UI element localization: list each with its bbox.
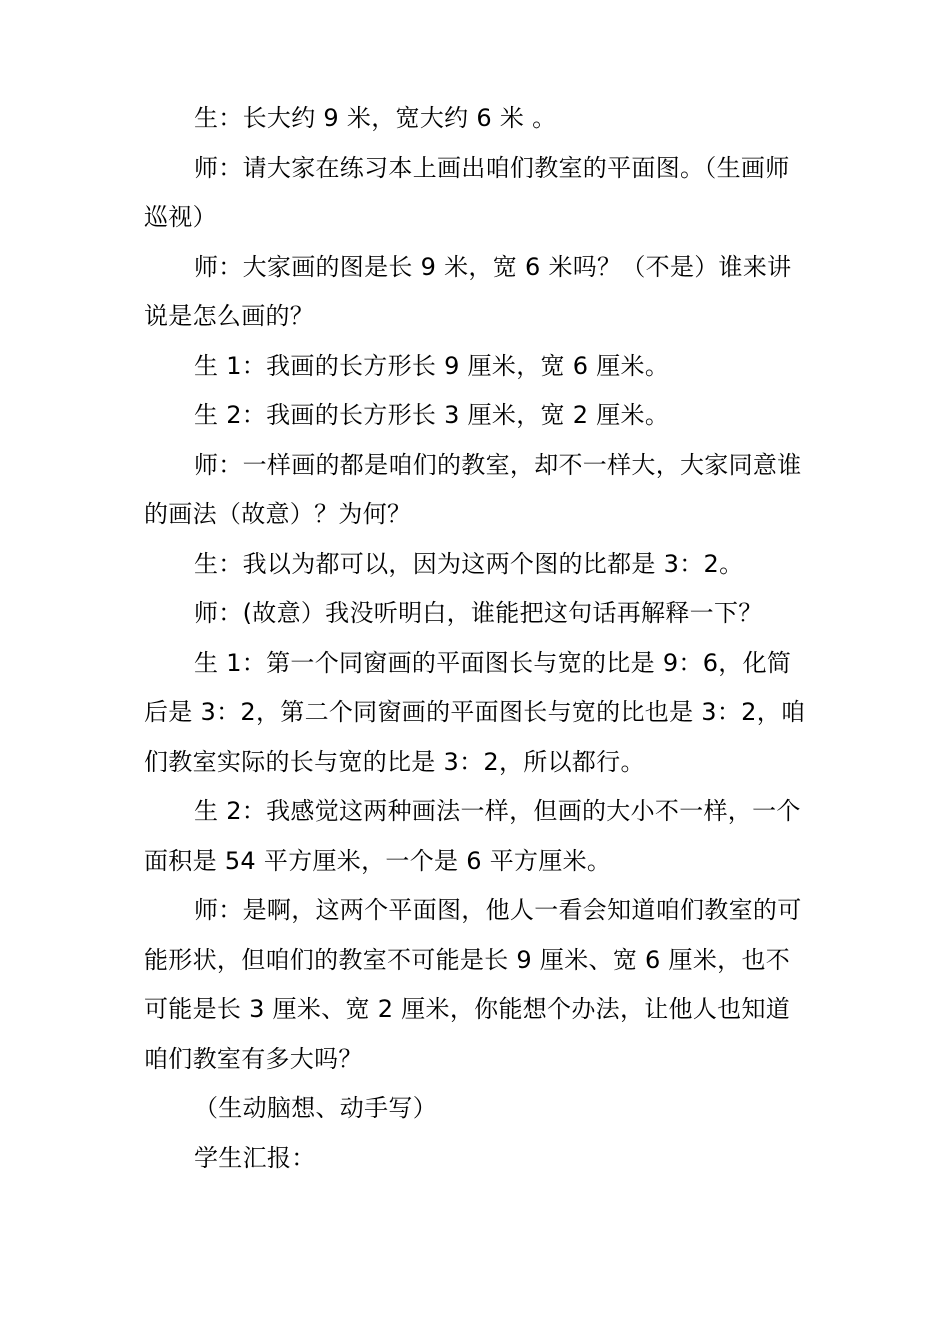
paragraph-students-think: （生动脑想、动手写） [194,1094,437,1122]
paragraph-student-estimate: 生：长大约 9 米，宽大约 6 米 。 [194,104,557,132]
paragraph-teacher-draw-floorplan: 师：请大家在练习本上画出咱们教室的平面图。（生画师巡视） [144,153,790,231]
paragraph-teacher-scale-question: 师：是啊，这两个平面图，他人一看会知道咱们教室的可能形状，但咱们的教室不可能是长 9 厘米、宽 6 厘米，也不可能是长 3 厘米、宽 2 厘米，你能想个办法，让他人也知道咱们教室有多大吗？ [144,896,802,1073]
paragraph-student1-drawing: 生 1：我画的长方形长 9 厘米，宽 6 厘米。 [194,351,670,380]
paragraph-student-ratio: 生：我以为都可以，因为这两个图的比都是 3：2。 [194,549,744,578]
paragraph-students-report: 学生汇报： [194,1143,316,1172]
paragraph-teacher-explain: 师：(故意）我没听明白，谁能把这句话再解释一下？ [194,599,763,627]
document-body [144,94,810,1183]
paragraph-teacher-which-method: 师：一样画的都是咱们的教室，却不一样大，大家同意谁的画法（故意）？为何？ [144,450,802,528]
paragraph-student1-explanation: 生 1：第一个同窗画的平面图长与宽的比是 9：6，化简后是 3：2，第二个同窗画的平面图长与宽的比也是 3：2，咱们教室实际的长与宽的比是 3：2，所以都行。 [144,648,806,776]
paragraph-teacher-question-size: 师：大家画的图是长 9 米，宽 6 米吗？（不是）谁来讲说是怎么画的？ [144,252,792,330]
paragraph-student2-drawing: 生 2：我画的长方形长 3 厘米，宽 2 厘米。 [194,401,670,429]
paragraph-student2-area: 生 2：我感觉这两种画法一样，但画的大小不一样，一个面积是 54 平方厘米，一个是 6 平方厘米。 [144,797,801,875]
